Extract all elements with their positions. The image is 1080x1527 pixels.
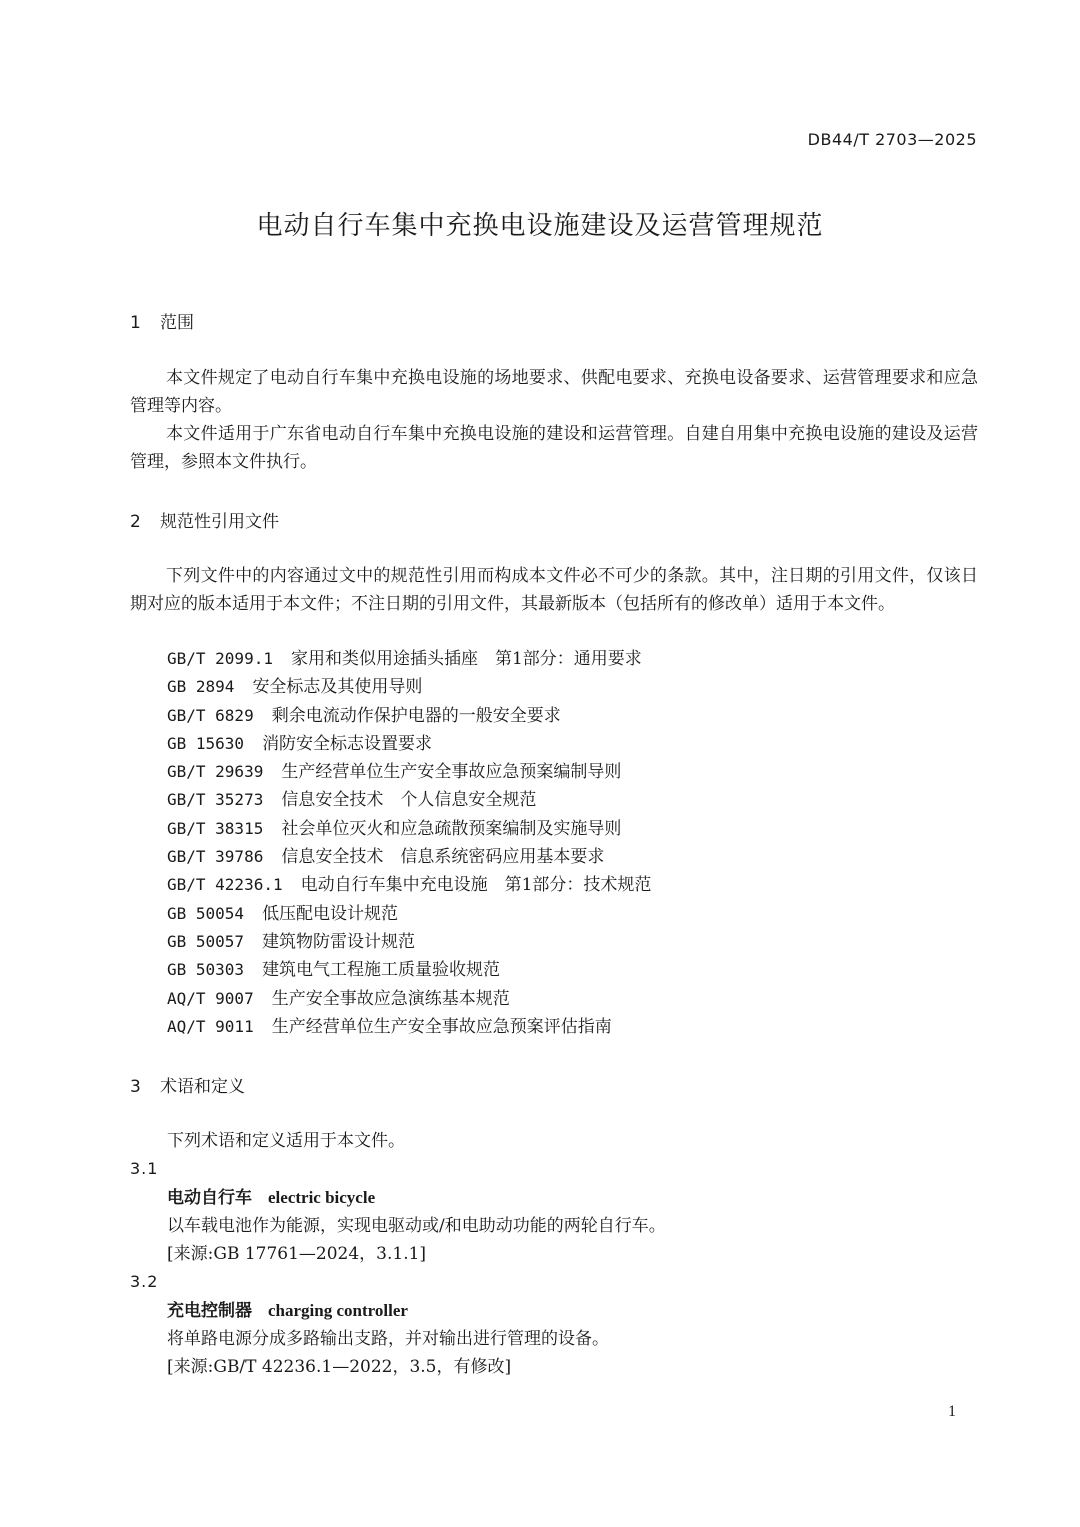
section-title: 规范性引用文件 (160, 512, 279, 532)
page-number: 1 (948, 1403, 956, 1420)
term-name-en: electric bicycle (268, 1188, 376, 1207)
section-1-heading (130, 308, 194, 333)
section-3-heading (130, 1072, 245, 1097)
section-number: 1 (130, 313, 141, 333)
term-definition: 将单路电源分成多路输出支路，并对输出进行管理的设备。 (167, 1329, 609, 1349)
reference-code: GB 50057 (167, 931, 245, 951)
reference-item (167, 758, 967, 786)
reference-item (167, 1013, 967, 1041)
reference-title: 家用和类似用途插头插座 第1部分：通用要求 (290, 649, 642, 669)
term-name (167, 1297, 408, 1325)
reference-item (167, 645, 967, 673)
reference-code: GB 50303 (167, 960, 245, 980)
reference-code: GB/T 29639 (167, 762, 264, 782)
section-2-heading (130, 507, 279, 532)
reference-item (167, 871, 967, 899)
terms-intro: 下列术语和定义适用于本文件。 (167, 1131, 405, 1151)
document-title: 电动自行车集中充换电设施建设及运营管理规范 (256, 211, 824, 241)
reference-title: 剩余电流动作保护电器的一般安全要求 (271, 705, 561, 726)
reference-code: GB/T 39786 (167, 847, 264, 867)
reference-code: GB 15630 (167, 733, 245, 753)
reference-title: 电动自行车集中充电设施 第1部分：技术规范 (300, 875, 652, 896)
reference-title: 建筑物防雷设计规范 (262, 931, 416, 952)
reference-item (167, 956, 967, 984)
reference-item (167, 815, 967, 843)
reference-title: 低压配电设计规范 (262, 903, 399, 924)
term-name-cn: 充电控制器 (167, 1301, 252, 1321)
term-number: 3.2 (130, 1272, 159, 1291)
term-name-cn: 电动自行车 (167, 1188, 252, 1208)
document-code: DB44/T 2703—2025 (807, 130, 977, 149)
reference-title: 信息安全技术 个人信息安全规范 (281, 790, 537, 811)
reference-item (167, 843, 967, 871)
term-source: [来源:GB/T 42236.1—2022，3.5，有修改] (167, 1357, 512, 1377)
reference-item (167, 702, 967, 730)
reference-code: GB 50054 (167, 903, 245, 923)
section-number: 2 (130, 512, 141, 532)
reference-code: GB/T 2099.1 (167, 649, 273, 668)
section-title: 术语和定义 (160, 1077, 245, 1097)
reference-code: AQ/T 9007 (167, 988, 254, 1008)
term-name (167, 1184, 375, 1212)
reference-title: 生产经营单位生产安全事故应急预案编制导则 (281, 762, 622, 783)
reference-item (167, 900, 967, 928)
section-number: 3 (130, 1077, 141, 1097)
reference-code: GB 2894 (167, 677, 235, 697)
reference-code: GB/T 42236.1 (167, 875, 283, 895)
scope-paragraph-1: 本文件规定了电动自行车集中充换电设施的场地要求、供配电要求、充换电设备要求、运营管理要求和应急管理等内容。 (130, 368, 978, 416)
references-intro: 下列文件中的内容通过文中的规范性引用而构成本文件必不可少的条款。其中，注日期的引用文件，仅该日期对应的版本适用于本文件；不注日期的引用文件，其最新版本（包括所有的修改单）适用于本文件。 (130, 566, 978, 614)
reference-title: 建筑电气工程施工质量验收规范 (262, 960, 501, 981)
scope-paragraph-2: 本文件适用于广东省电动自行车集中充换电设施的建设和运营管理。自建自用集中充换电设施的建设及运营管理，参照本文件执行。 (130, 424, 978, 472)
term-number: 3.1 (130, 1159, 159, 1178)
reference-item (167, 928, 967, 956)
reference-item (167, 673, 967, 701)
reference-item (167, 985, 967, 1013)
reference-title: 消防安全标志设置要求 (262, 733, 433, 754)
term-definition: 以车载电池作为能源，实现电驱动或/和电助动功能的两轮自行车。 (167, 1216, 666, 1236)
reference-item (167, 786, 967, 814)
reference-title: 生产经营单位生产安全事故应急预案评估指南 (271, 1016, 612, 1037)
reference-title: 生产安全事故应急演练基本规范 (271, 988, 510, 1009)
term-source: [来源:GB 17761—2024，3.1.1] (167, 1244, 427, 1264)
reference-code: GB/T 35273 (167, 790, 264, 810)
section-title: 范围 (160, 313, 194, 333)
reference-code: AQ/T 9011 (167, 1016, 254, 1036)
term-name-en: charging controller (268, 1301, 408, 1320)
reference-list (167, 645, 967, 1041)
reference-item (167, 730, 967, 758)
reference-code: GB/T 38315 (167, 818, 264, 838)
reference-title: 安全标志及其使用导则 (252, 677, 423, 698)
reference-title: 信息安全技术 信息系统密码应用基本要求 (281, 847, 605, 868)
reference-title: 社会单位灭火和应急疏散预案编制及实施导则 (281, 818, 622, 839)
reference-code: GB/T 6829 (167, 705, 254, 725)
